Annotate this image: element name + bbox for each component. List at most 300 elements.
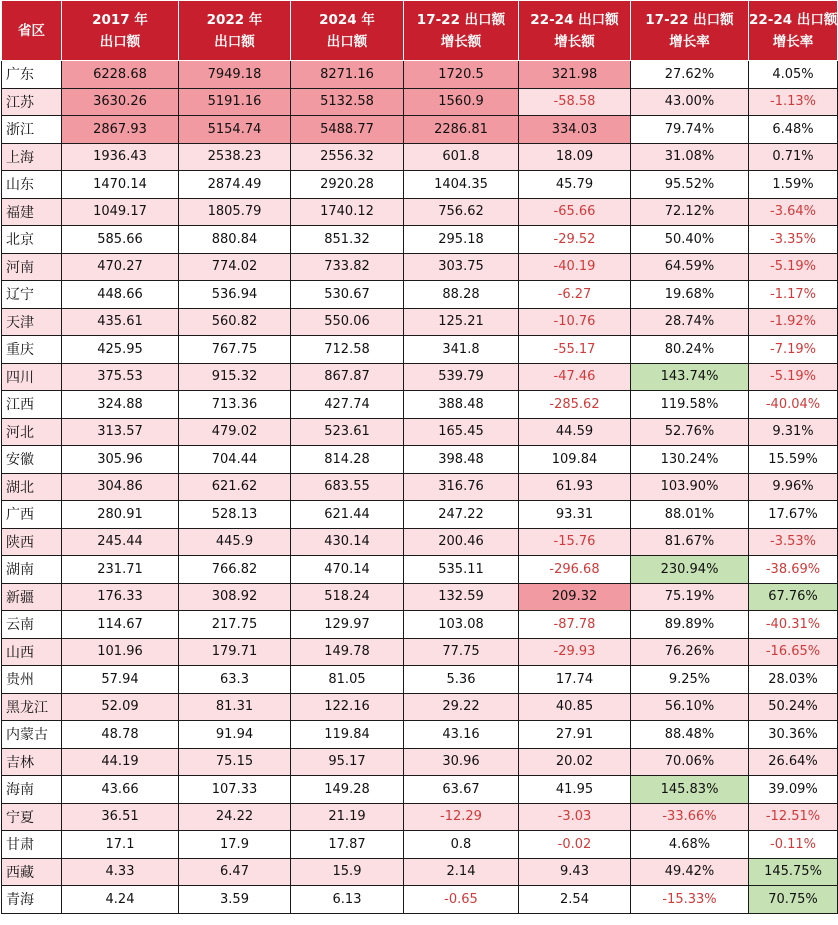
- value-cell: 341.8: [404, 336, 519, 364]
- province-cell: 山东: [2, 171, 62, 199]
- value-cell: 15.59%: [749, 446, 838, 474]
- value-cell: 125.21: [404, 308, 519, 336]
- value-cell: 324.88: [62, 391, 179, 419]
- value-cell: -6.27: [519, 281, 631, 309]
- value-cell: 528.13: [179, 501, 291, 529]
- value-cell: 1805.79: [179, 198, 291, 226]
- province-cell: 辽宁: [2, 281, 62, 309]
- value-cell: 245.44: [62, 528, 179, 556]
- value-cell: 107.33: [179, 776, 291, 804]
- value-cell: 303.75: [404, 253, 519, 281]
- province-cell: 黑龙江: [2, 693, 62, 721]
- value-cell: 93.31: [519, 501, 631, 529]
- value-cell: 19.68%: [631, 281, 749, 309]
- value-cell: 45.79: [519, 171, 631, 199]
- value-cell: 6.13: [291, 886, 404, 914]
- column-header-4: [404, 1, 519, 61]
- value-cell: 6.48%: [749, 116, 838, 144]
- value-cell: 304.86: [62, 473, 179, 501]
- value-cell: 1740.12: [291, 198, 404, 226]
- value-cell: 2.14: [404, 858, 519, 886]
- province-cell: 上海: [2, 143, 62, 171]
- value-cell: 4.33: [62, 858, 179, 886]
- value-cell: 17.1: [62, 831, 179, 859]
- value-cell: -285.62: [519, 391, 631, 419]
- value-cell: 41.95: [519, 776, 631, 804]
- value-cell: 217.75: [179, 611, 291, 639]
- table-row: [2, 638, 838, 666]
- column-header-line1: 2017 年: [92, 11, 148, 28]
- value-cell: 48.78: [62, 721, 179, 749]
- value-cell: 17.9: [179, 831, 291, 859]
- value-cell: -15.33%: [631, 886, 749, 914]
- value-cell: 4.24: [62, 886, 179, 914]
- table-row: [2, 776, 838, 804]
- value-cell: -7.19%: [749, 336, 838, 364]
- province-cell: 吉林: [2, 748, 62, 776]
- value-cell: 425.95: [62, 336, 179, 364]
- value-cell: 375.53: [62, 363, 179, 391]
- value-cell: -40.31%: [749, 611, 838, 639]
- value-cell: 2867.93: [62, 116, 179, 144]
- value-cell: 79.74%: [631, 116, 749, 144]
- province-cell: 安徽: [2, 446, 62, 474]
- column-header-7: [749, 1, 838, 61]
- value-cell: 57.94: [62, 666, 179, 694]
- column-header-line1: 22-24 出口额: [530, 11, 619, 28]
- value-cell: 36.51: [62, 803, 179, 831]
- value-cell: 767.75: [179, 336, 291, 364]
- table-row: [2, 501, 838, 529]
- value-cell: 27.62%: [631, 61, 749, 89]
- value-cell: 427.74: [291, 391, 404, 419]
- value-cell: 50.24%: [749, 693, 838, 721]
- value-cell: 70.75%: [749, 886, 838, 914]
- province-cell: 福建: [2, 198, 62, 226]
- value-cell: -0.02: [519, 831, 631, 859]
- table-row: [2, 363, 838, 391]
- value-cell: -40.04%: [749, 391, 838, 419]
- value-cell: 24.22: [179, 803, 291, 831]
- table-row: [2, 418, 838, 446]
- province-cell: 江苏: [2, 88, 62, 116]
- province-cell: 甘肃: [2, 831, 62, 859]
- value-cell: 119.84: [291, 721, 404, 749]
- province-cell: 贵州: [2, 666, 62, 694]
- value-cell: 9.25%: [631, 666, 749, 694]
- value-cell: 81.05: [291, 666, 404, 694]
- value-cell: 67.76%: [749, 583, 838, 611]
- column-header-line1: 2022 年: [206, 11, 263, 28]
- value-cell: -12.29: [404, 803, 519, 831]
- column-header-line2: 增长率: [669, 33, 710, 50]
- value-cell: 95.17: [291, 748, 404, 776]
- value-cell: -3.53%: [749, 528, 838, 556]
- column-header-0: [2, 1, 62, 61]
- value-cell: -0.65: [404, 886, 519, 914]
- province-cell: 浙江: [2, 116, 62, 144]
- value-cell: 63.3: [179, 666, 291, 694]
- province-cell: 湖北: [2, 473, 62, 501]
- table-row: [2, 583, 838, 611]
- value-cell: 2874.49: [179, 171, 291, 199]
- value-cell: 39.09%: [749, 776, 838, 804]
- province-cell: 云南: [2, 611, 62, 639]
- value-cell: 712.58: [291, 336, 404, 364]
- value-cell: 109.84: [519, 446, 631, 474]
- value-cell: 9.96%: [749, 473, 838, 501]
- value-cell: 88.28: [404, 281, 519, 309]
- value-cell: 7949.18: [179, 61, 291, 89]
- value-cell: 1720.5: [404, 61, 519, 89]
- province-cell: 宁夏: [2, 803, 62, 831]
- province-cell: 天津: [2, 308, 62, 336]
- table-row: [2, 198, 838, 226]
- value-cell: -1.17%: [749, 281, 838, 309]
- value-cell: 114.67: [62, 611, 179, 639]
- column-header-6: [631, 1, 749, 61]
- table-row: [2, 143, 838, 171]
- value-cell: 63.67: [404, 776, 519, 804]
- value-cell: 28.74%: [631, 308, 749, 336]
- table-row: [2, 666, 838, 694]
- value-cell: 5488.77: [291, 116, 404, 144]
- value-cell: 89.89%: [631, 611, 749, 639]
- column-header-1: [62, 1, 179, 61]
- value-cell: 445.9: [179, 528, 291, 556]
- value-cell: 200.46: [404, 528, 519, 556]
- value-cell: 5154.74: [179, 116, 291, 144]
- table-row: [2, 693, 838, 721]
- value-cell: 2556.32: [291, 143, 404, 171]
- value-cell: 76.26%: [631, 638, 749, 666]
- table-row: [2, 391, 838, 419]
- value-cell: 470.14: [291, 556, 404, 584]
- value-cell: 176.33: [62, 583, 179, 611]
- value-cell: 95.52%: [631, 171, 749, 199]
- value-cell: 15.9: [291, 858, 404, 886]
- value-cell: 72.12%: [631, 198, 749, 226]
- value-cell: 70.06%: [631, 748, 749, 776]
- table-row: [2, 803, 838, 831]
- value-cell: -29.52: [519, 226, 631, 254]
- value-cell: 518.24: [291, 583, 404, 611]
- column-header-5: [519, 1, 631, 61]
- value-cell: 915.32: [179, 363, 291, 391]
- value-cell: 21.19: [291, 803, 404, 831]
- value-cell: 31.08%: [631, 143, 749, 171]
- value-cell: 756.62: [404, 198, 519, 226]
- table-row: [2, 748, 838, 776]
- value-cell: 448.66: [62, 281, 179, 309]
- value-cell: 0.8: [404, 831, 519, 859]
- value-cell: 130.24%: [631, 446, 749, 474]
- value-cell: 29.22: [404, 693, 519, 721]
- value-cell: 145.83%: [631, 776, 749, 804]
- value-cell: 9.43: [519, 858, 631, 886]
- province-cell: 河南: [2, 253, 62, 281]
- table-body: [2, 61, 838, 914]
- province-cell: 广东: [2, 61, 62, 89]
- value-cell: -3.64%: [749, 198, 838, 226]
- value-cell: 27.91: [519, 721, 631, 749]
- value-cell: -5.19%: [749, 363, 838, 391]
- value-cell: 44.19: [62, 748, 179, 776]
- table-row: [2, 611, 838, 639]
- column-header-line2: 出口额: [214, 33, 255, 50]
- table-row: [2, 88, 838, 116]
- value-cell: 17.74: [519, 666, 631, 694]
- value-cell: -58.58: [519, 88, 631, 116]
- value-cell: 26.64%: [749, 748, 838, 776]
- value-cell: 231.71: [62, 556, 179, 584]
- value-cell: 6228.68: [62, 61, 179, 89]
- table-header: [2, 1, 838, 61]
- table-row: [2, 281, 838, 309]
- value-cell: 209.32: [519, 583, 631, 611]
- value-cell: 101.96: [62, 638, 179, 666]
- value-cell: 149.28: [291, 776, 404, 804]
- value-cell: 50.40%: [631, 226, 749, 254]
- table-row: [2, 253, 838, 281]
- column-header-line1: 17-22 出口额: [645, 11, 734, 28]
- value-cell: 550.06: [291, 308, 404, 336]
- value-cell: 149.78: [291, 638, 404, 666]
- value-cell: -55.17: [519, 336, 631, 364]
- value-cell: -87.78: [519, 611, 631, 639]
- column-header-line2: 出口额: [99, 33, 141, 50]
- value-cell: 43.00%: [631, 88, 749, 116]
- value-cell: 1049.17: [62, 198, 179, 226]
- value-cell: 52.76%: [631, 418, 749, 446]
- value-cell: 683.55: [291, 473, 404, 501]
- value-cell: 295.18: [404, 226, 519, 254]
- value-cell: 61.93: [519, 473, 631, 501]
- value-cell: 313.57: [62, 418, 179, 446]
- value-cell: 305.96: [62, 446, 179, 474]
- table-row: [2, 886, 838, 914]
- value-cell: -38.69%: [749, 556, 838, 584]
- value-cell: 530.67: [291, 281, 404, 309]
- value-cell: 316.76: [404, 473, 519, 501]
- value-cell: 0.71%: [749, 143, 838, 171]
- export-data-table: [1, 0, 838, 914]
- value-cell: 43.66: [62, 776, 179, 804]
- province-cell: 湖南: [2, 556, 62, 584]
- value-cell: 1.59%: [749, 171, 838, 199]
- value-cell: 20.02: [519, 748, 631, 776]
- value-cell: -3.35%: [749, 226, 838, 254]
- column-header-line1: 省区: [18, 22, 45, 39]
- value-cell: 704.44: [179, 446, 291, 474]
- province-cell: 陕西: [2, 528, 62, 556]
- province-cell: 河北: [2, 418, 62, 446]
- value-cell: -5.19%: [749, 253, 838, 281]
- value-cell: 81.67%: [631, 528, 749, 556]
- value-cell: 470.27: [62, 253, 179, 281]
- value-cell: 122.16: [291, 693, 404, 721]
- value-cell: 81.31: [179, 693, 291, 721]
- value-cell: 6.47: [179, 858, 291, 886]
- column-header-line1: 22-24 出口额: [749, 11, 838, 28]
- value-cell: 49.42%: [631, 858, 749, 886]
- value-cell: 80.24%: [631, 336, 749, 364]
- value-cell: 2.54: [519, 886, 631, 914]
- value-cell: 247.22: [404, 501, 519, 529]
- value-cell: 75.15: [179, 748, 291, 776]
- value-cell: 321.98: [519, 61, 631, 89]
- province-cell: 青海: [2, 886, 62, 914]
- value-cell: 132.59: [404, 583, 519, 611]
- value-cell: 88.01%: [631, 501, 749, 529]
- province-cell: 内蒙古: [2, 721, 62, 749]
- value-cell: 4.68%: [631, 831, 749, 859]
- value-cell: 1404.35: [404, 171, 519, 199]
- table-row: [2, 831, 838, 859]
- value-cell: -1.13%: [749, 88, 838, 116]
- value-cell: 388.48: [404, 391, 519, 419]
- value-cell: -47.46: [519, 363, 631, 391]
- table-row: [2, 556, 838, 584]
- value-cell: 430.14: [291, 528, 404, 556]
- value-cell: 40.85: [519, 693, 631, 721]
- value-cell: 560.82: [179, 308, 291, 336]
- value-cell: 143.74%: [631, 363, 749, 391]
- value-cell: 523.61: [291, 418, 404, 446]
- value-cell: 88.48%: [631, 721, 749, 749]
- value-cell: 2538.23: [179, 143, 291, 171]
- table-row: [2, 858, 838, 886]
- table-row: [2, 473, 838, 501]
- value-cell: 5191.16: [179, 88, 291, 116]
- value-cell: 17.87: [291, 831, 404, 859]
- value-cell: -1.92%: [749, 308, 838, 336]
- value-cell: 2286.81: [404, 116, 519, 144]
- value-cell: 165.45: [404, 418, 519, 446]
- value-cell: 539.79: [404, 363, 519, 391]
- value-cell: 30.36%: [749, 721, 838, 749]
- value-cell: 1470.14: [62, 171, 179, 199]
- value-cell: 9.31%: [749, 418, 838, 446]
- value-cell: 8271.16: [291, 61, 404, 89]
- column-header-line1: 2024 年: [319, 11, 375, 28]
- column-header-line1: 17-22 出口额: [416, 11, 506, 28]
- table-row: [2, 721, 838, 749]
- header-row: [2, 1, 838, 61]
- value-cell: 621.44: [291, 501, 404, 529]
- value-cell: 145.75%: [749, 858, 838, 886]
- value-cell: 334.03: [519, 116, 631, 144]
- value-cell: 230.94%: [631, 556, 749, 584]
- table-row: [2, 226, 838, 254]
- value-cell: -0.11%: [749, 831, 838, 859]
- value-cell: -15.76: [519, 528, 631, 556]
- value-cell: 851.32: [291, 226, 404, 254]
- column-header-line2: 增长额: [554, 33, 595, 50]
- value-cell: 28.03%: [749, 666, 838, 694]
- value-cell: -65.66: [519, 198, 631, 226]
- province-cell: 广西: [2, 501, 62, 529]
- value-cell: 129.97: [291, 611, 404, 639]
- value-cell: 621.62: [179, 473, 291, 501]
- value-cell: 435.61: [62, 308, 179, 336]
- value-cell: 103.08: [404, 611, 519, 639]
- value-cell: 18.09: [519, 143, 631, 171]
- value-cell: 814.28: [291, 446, 404, 474]
- value-cell: 179.71: [179, 638, 291, 666]
- column-header-line2: 增长率: [772, 33, 814, 50]
- value-cell: 536.94: [179, 281, 291, 309]
- value-cell: 64.59%: [631, 253, 749, 281]
- table-row: [2, 336, 838, 364]
- column-header-line2: 出口额: [326, 33, 368, 50]
- value-cell: 91.94: [179, 721, 291, 749]
- province-cell: 山西: [2, 638, 62, 666]
- value-cell: -3.03: [519, 803, 631, 831]
- province-cell: 海南: [2, 776, 62, 804]
- value-cell: 601.8: [404, 143, 519, 171]
- value-cell: 77.75: [404, 638, 519, 666]
- value-cell: 103.90%: [631, 473, 749, 501]
- value-cell: 17.67%: [749, 501, 838, 529]
- table-row: [2, 61, 838, 89]
- value-cell: 1936.43: [62, 143, 179, 171]
- value-cell: -16.65%: [749, 638, 838, 666]
- column-header-line2: 增长额: [440, 33, 482, 50]
- value-cell: 30.96: [404, 748, 519, 776]
- province-cell: 北京: [2, 226, 62, 254]
- value-cell: 119.58%: [631, 391, 749, 419]
- province-cell: 西藏: [2, 858, 62, 886]
- value-cell: -33.66%: [631, 803, 749, 831]
- value-cell: 585.66: [62, 226, 179, 254]
- value-cell: 3.59: [179, 886, 291, 914]
- value-cell: 766.82: [179, 556, 291, 584]
- value-cell: 733.82: [291, 253, 404, 281]
- column-header-2: [179, 1, 291, 61]
- value-cell: 713.36: [179, 391, 291, 419]
- value-cell: -296.68: [519, 556, 631, 584]
- value-cell: 75.19%: [631, 583, 749, 611]
- province-cell: 重庆: [2, 336, 62, 364]
- province-cell: 新疆: [2, 583, 62, 611]
- table-row: [2, 308, 838, 336]
- value-cell: 535.11: [404, 556, 519, 584]
- value-cell: 479.02: [179, 418, 291, 446]
- column-header-3: [291, 1, 404, 61]
- value-cell: 43.16: [404, 721, 519, 749]
- table-row: [2, 116, 838, 144]
- value-cell: 280.91: [62, 501, 179, 529]
- value-cell: 56.10%: [631, 693, 749, 721]
- value-cell: 3630.26: [62, 88, 179, 116]
- value-cell: 1560.9: [404, 88, 519, 116]
- value-cell: 52.09: [62, 693, 179, 721]
- table-row: [2, 528, 838, 556]
- value-cell: 398.48: [404, 446, 519, 474]
- value-cell: 308.92: [179, 583, 291, 611]
- value-cell: 774.02: [179, 253, 291, 281]
- value-cell: -40.19: [519, 253, 631, 281]
- table-row: [2, 171, 838, 199]
- value-cell: 44.59: [519, 418, 631, 446]
- table-row: [2, 446, 838, 474]
- value-cell: 2920.28: [291, 171, 404, 199]
- province-cell: 江西: [2, 391, 62, 419]
- value-cell: -10.76: [519, 308, 631, 336]
- value-cell: 5132.58: [291, 88, 404, 116]
- value-cell: 880.84: [179, 226, 291, 254]
